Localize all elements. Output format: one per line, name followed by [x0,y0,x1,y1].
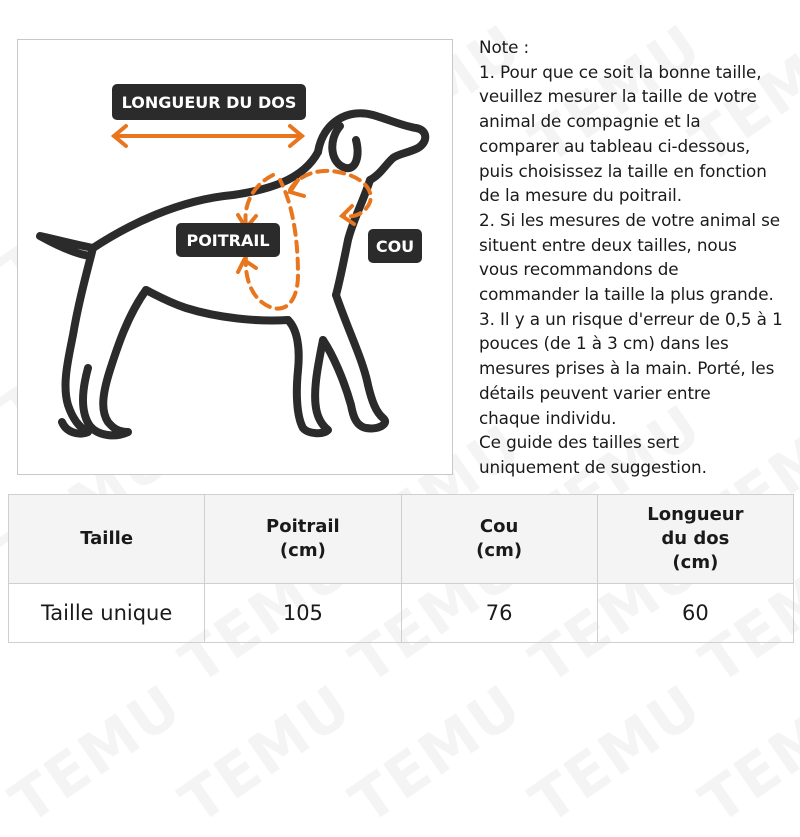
size-notes [479,35,800,480]
header-neck: Cou (cm) [401,495,597,584]
chest-label: POITRAIL [176,223,280,257]
back-length-arrow [114,126,302,146]
header-back-length: Longueur du dos (cm) [597,495,793,584]
watermark [0,671,194,837]
notes-item-1: 1. Pour que ce soit la bonne taille, veuillez mesurer la taille de votre animal de compagnie et la comparer au tableau ci-dessous, puis choisissez la taille en fonction de la mesure du poitrail. [479,61,767,206]
watermark [338,671,534,837]
table-header-row [9,495,794,584]
cell-size: Taille unique [9,584,205,643]
table-row [9,584,794,643]
header-chest: Poitrail (cm) [205,495,401,584]
dog-measurement-diagram [17,39,453,475]
watermark [168,671,364,837]
neck-label: COU [368,229,422,263]
size-table [8,494,794,643]
watermark [518,671,714,837]
header-size: Taille [9,495,205,584]
notes-title: Note : [479,37,530,57]
cell-back-length: 60 [597,584,793,643]
cell-chest: 105 [205,584,401,643]
dog-outline [40,113,425,435]
watermark [688,671,800,837]
neck-arrows [290,180,354,224]
cell-neck: 76 [401,584,597,643]
back-length-label: LONGUEUR DU DOS [112,84,306,120]
notes-item-2: 2. Si les mesures de votre animal se situent entre deux tailles, nous vous recommandons de commander la taille la plus grande. [479,209,780,305]
notes-footer: Ce guide des tailles sert uniquement de suggestion. [479,432,707,477]
notes-item-3: 3. Il y a un risque d'erreur de 0,5 à 1 pouces (de 1 à 3 cm) dans les mesures prises à la main. Porté, les détails peuvent varier entre chaque individu. [479,308,783,428]
